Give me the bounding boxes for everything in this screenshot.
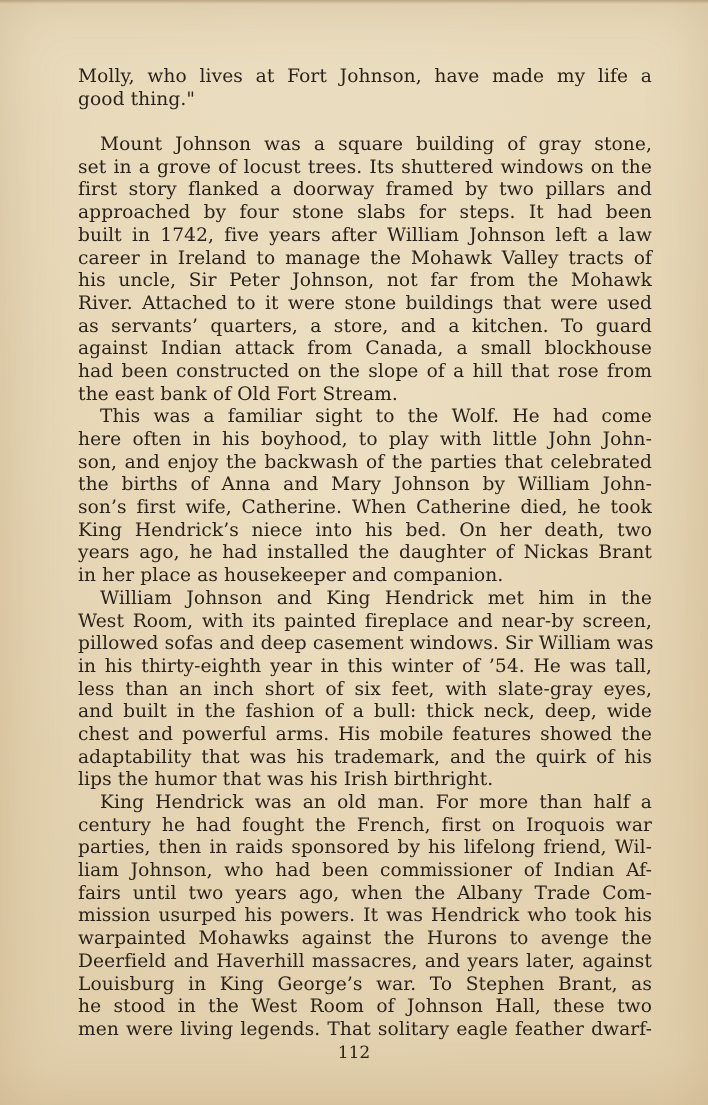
text-line: pillowed sofas and deep casement windows. Sir William was — [78, 633, 654, 655]
body-text — [78, 66, 652, 1042]
text-line: as servants’ quarters, a store, and a kitchen. To guard — [78, 315, 652, 337]
text-line: and built in the fashion of a bull: thick neck, deep, wide — [78, 701, 652, 723]
text-line: Louisburg in King George’s war. To Stephen Brant, as — [78, 973, 652, 995]
text-line: adaptability that was his trademark, and the quirk of his — [78, 746, 652, 768]
text-line: he stood in the West Room of Johnson Hall, these two — [78, 996, 652, 1018]
text-line: century he had fought the French, first on Iroquois war — [78, 814, 652, 836]
page-number: 112 — [337, 1043, 371, 1063]
text-line: lips the humor that was his Irish birthright. — [78, 769, 494, 791]
text-line: liam Johnson, who had been commissioner of Indian Af- — [78, 860, 652, 882]
text-line: against Indian attack from Canada, a small blockhouse — [78, 338, 652, 360]
text-line: years ago, he had installed the daughter of Nickas Brant — [78, 542, 652, 564]
text-line: in his thirty-eighth year in this winter of ’54. He was tall, — [78, 655, 652, 677]
text-line: warpainted Mohawks against the Hurons to avenge the — [78, 928, 652, 950]
text-line: built in 1742, five years after William Johnson left a law — [78, 224, 652, 246]
text-line: less than an inch short of six feet, with slate-gray eyes, — [78, 678, 652, 700]
text-line: King Hendrick was an old man. For more than half a — [100, 792, 652, 813]
text-line: the east bank of Old Fort Stream. — [78, 383, 398, 405]
text-line: William Johnson and King Hendrick met him in the — [100, 587, 652, 609]
text-line: Deerfield and Haverhill massacres, and years later, against — [78, 950, 652, 972]
text-line: Molly, who lives at Fort Johnson, have made my life a — [78, 66, 652, 87]
text-line: set in a grove of locust trees. Its shuttered windows on the — [78, 156, 652, 178]
text-line: good thing." — [78, 88, 196, 110]
text-line: River. Attached to it were stone buildings that were used — [78, 292, 652, 314]
text-line: fairs until two years ago, when the Albany Trade Com- — [78, 882, 652, 904]
paragraph — [78, 134, 652, 406]
paragraph — [78, 588, 652, 792]
paragraph — [78, 406, 652, 588]
text-line: Mount Johnson was a square building of gray stone, — [100, 134, 652, 156]
paragraph — [78, 66, 652, 111]
text-line: son, and enjoy the backwash of the parties that celebrated — [78, 451, 652, 473]
text-line: parties, then in raids sponsored by his lifelong friend, Wil- — [78, 837, 652, 859]
text-line: King Hendrick’s niece into his bed. On her death, two — [78, 519, 652, 541]
text-line: the births of Anna and Mary Johnson by William John- — [78, 474, 652, 496]
text-line: mission usurped his powers. It was Hendrick who took his — [78, 905, 652, 927]
text-line: career in Ireland to manage the Mohawk Valley tracts of — [78, 247, 652, 269]
text-line: his uncle, Sir Peter Johnson, not far from the Mohawk — [78, 270, 652, 292]
paragraph-gap — [78, 111, 652, 134]
text-line: This was a familiar sight to the Wolf. He had come — [100, 406, 652, 428]
text-line: first story flanked a doorway framed by two pillars and — [78, 179, 652, 201]
text-line: West Room, with its painted fireplace and near-by screen, — [78, 610, 652, 632]
text-line: had been constructed on the slope of a hill that rose from — [78, 360, 652, 382]
paragraph — [78, 792, 652, 1042]
text-line: chest and powerful arms. His mobile features showed the — [78, 723, 652, 745]
text-line: in her place as housekeeper and companion. — [78, 565, 504, 587]
text-line: here often in his boyhood, to play with little John John- — [78, 429, 652, 450]
text-line: approached by four stone slabs for steps. It had been — [78, 202, 652, 224]
text-line: son’s first wife, Catherine. When Catherine died, he took — [78, 497, 652, 519]
text-line: men were living legends. That solitary eagle feather dwarf- — [78, 1018, 652, 1040]
